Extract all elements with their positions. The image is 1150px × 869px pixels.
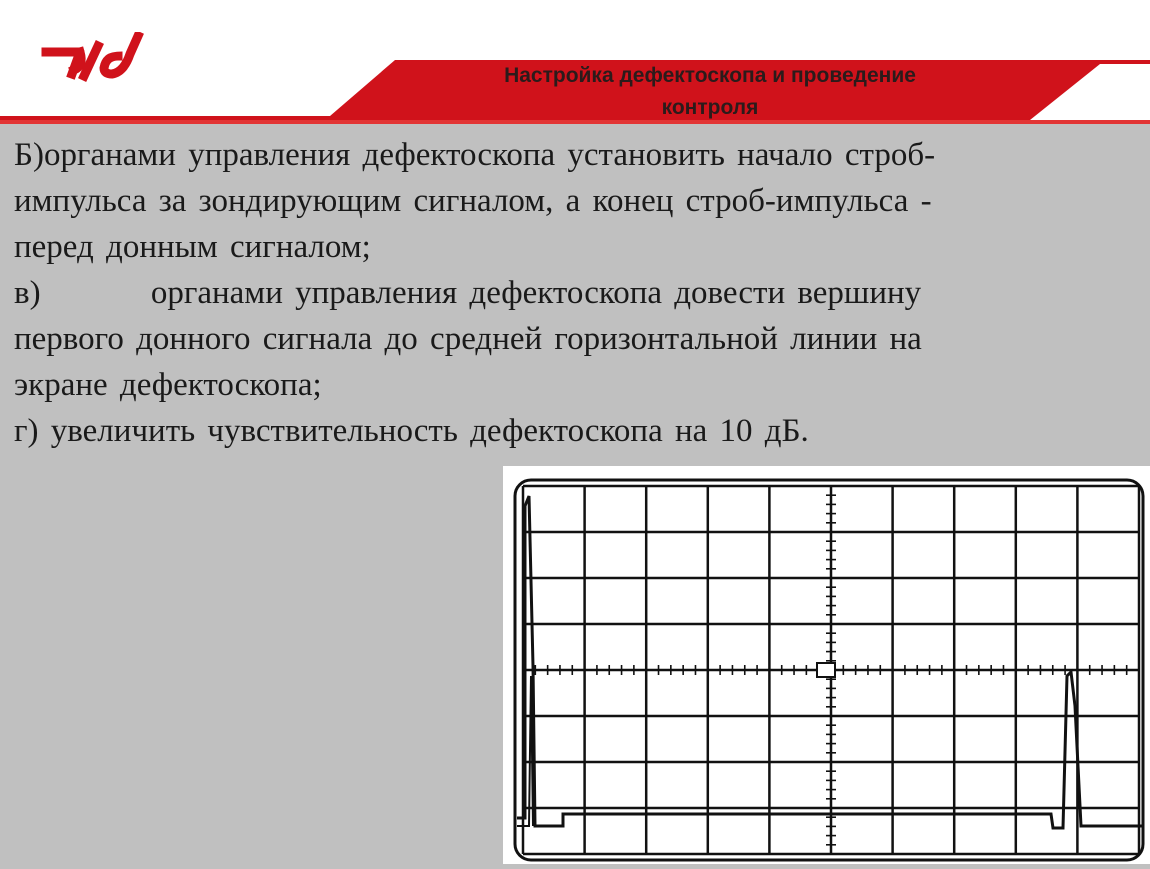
slide-body — [14, 132, 1144, 454]
oscilloscope-screen-icon — [503, 466, 1150, 864]
step-b-line: перед донным сигналом; — [14, 229, 371, 265]
oscillogram-image — [503, 466, 1150, 864]
step-g-line: г) увеличить чувствительность дефектоскопа на 10 дБ. — [14, 413, 809, 449]
step-b-line: Б)органами управления дефектоскопа установить начало строб- — [14, 137, 936, 173]
rzd-logo-icon — [40, 32, 155, 82]
step-v-line: первого донного сигнала до средней горизонтальной линии на — [14, 321, 922, 357]
step-v-line: в) органами управления дефектоскопа довести вершину — [14, 275, 922, 311]
step-b-line: импульса за зондирующим сигналом, а конец строб-импульса - — [14, 183, 932, 219]
step-v-line: экране дефектоскопа; — [14, 367, 322, 403]
slide-title: Настройка дефектоскопа и проведение контроля — [504, 64, 916, 119]
slide-header — [0, 0, 1150, 124]
